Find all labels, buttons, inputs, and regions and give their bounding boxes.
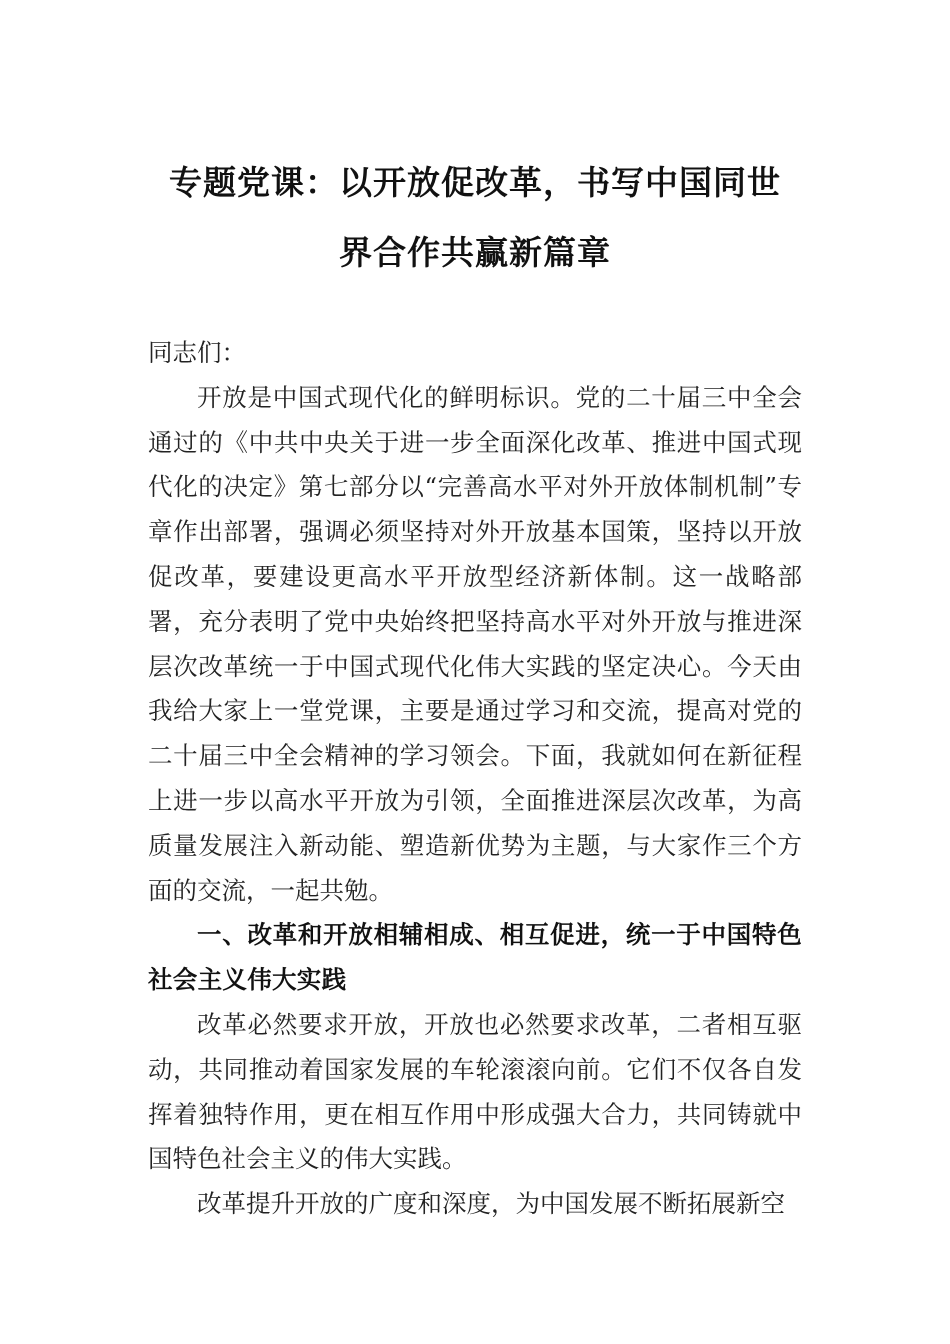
section1-paragraph-1: 改革必然要求开放，开放也必然要求改革，二者相互驱动，共同推动着国家发展的车轮滚滚向前。它们不仅各自发挥着独特作用，更在相互作用中形成强大合力，共同铸就中国特色社会主义的伟大实践。	[148, 1009, 802, 1174]
intro-paragraph: 开放是中国式现代化的鲜明标识。党的二十届三中全会通过的《中共中央关于进一步全面深化改革、推进中国式现代化的决定》第七部分以“完善高水平对外开放体制机制”专章作出部署，强调必须坚持对外开放基本国策，坚持以开放促改革，要建设更高水平开放型经济新体制。这一战略部署，充分表明了党中央始终把坚持高水平对外开放与推进深层次改革统一于中国式现代化伟大实践的坚定决心。今天由我给大家上一堂党课，主要是通过学习和交流，提高对党的二十届三中全会精神的学习领会。下面，我就如何在新征程上进一步以高水平开放为引领，全面推进深层次改革，为高质量发展注入新动能、塑造新优势为主题，与大家作三个方面的交流，一起共勉。	[148, 382, 802, 905]
document-body	[148, 331, 802, 1227]
document-title-line-2: 界合作共赢新篇章	[339, 233, 611, 272]
section1-paragraph-2: 改革提升开放的广度和深度，为中国发展不断拓展新空	[197, 1189, 785, 1219]
salutation: 同志们：	[148, 338, 246, 367]
section-heading-1: 一、改革和开放相辅相成、相互促进，统一于中国特色社会主义伟大实践	[148, 920, 802, 995]
document-title-line-1: 专题党课：以开放促改革，书写中国同世	[169, 163, 781, 202]
